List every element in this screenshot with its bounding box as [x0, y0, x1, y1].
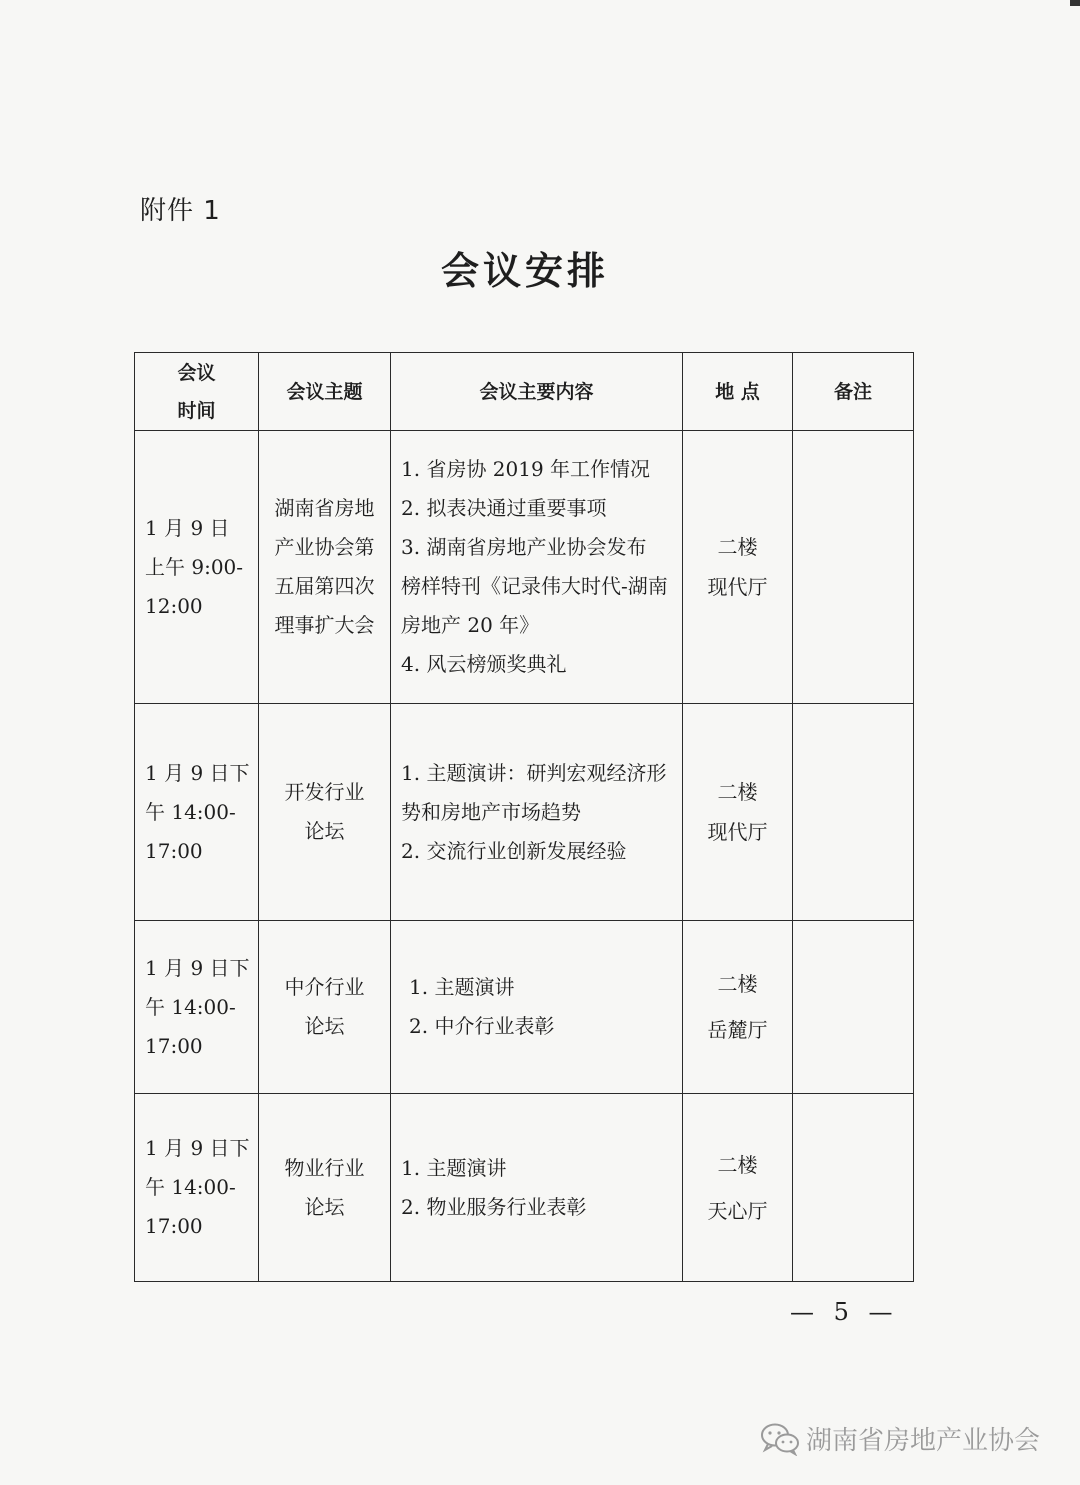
place-line: 岳麓厅: [707, 1018, 768, 1042]
time-line: 1 月 9 日下: [145, 760, 250, 785]
topic-line: 物业行业: [284, 1155, 365, 1180]
table-row: [135, 431, 914, 704]
col-header-time: [135, 353, 259, 431]
col-header-time-line1: 会议: [177, 361, 216, 384]
place-line: 二楼: [717, 1152, 758, 1177]
cell-time: [135, 921, 259, 1094]
content-item: 榜样特刊《记录伟大时代-湖南: [401, 574, 668, 598]
topic-line: 论坛: [304, 819, 345, 843]
topic-line: 产业协会第: [274, 535, 375, 559]
table-row: [135, 921, 914, 1094]
cell-content: [391, 431, 683, 704]
cell-time: [135, 704, 259, 921]
col-header-time-line2: 时间: [177, 399, 216, 422]
cell-place: [683, 1094, 793, 1282]
place-line: 二楼: [717, 780, 758, 804]
content-item: 2. 拟表决通过重要事项: [401, 496, 607, 520]
topic-line: 论坛: [304, 1014, 345, 1038]
scan-corner-mark: [1070, 0, 1080, 6]
watermark: [760, 1420, 1040, 1457]
topic-line: 论坛: [304, 1194, 345, 1219]
content-item: 势和房地产市场趋势: [401, 799, 581, 824]
cell-topic: [259, 704, 391, 921]
cell-topic: [259, 431, 391, 704]
cell-place: [683, 704, 793, 921]
cell-content: [391, 921, 683, 1094]
place-line: 现代厅: [707, 575, 768, 599]
time-line: 17:00: [145, 838, 203, 863]
content-item: 2. 物业服务行业表彰: [401, 1194, 587, 1219]
content-item: 1. 主题演讲: [409, 975, 515, 999]
cell-topic: [259, 1094, 391, 1282]
time-line: 17:00: [145, 1033, 203, 1058]
cell-note: [793, 1094, 914, 1282]
content-item: 2. 中介行业表彰: [409, 1014, 555, 1038]
table-header-row: [135, 353, 914, 431]
content-item: 1. 主题演讲: [401, 1155, 507, 1180]
time-line: 12:00: [145, 593, 203, 618]
place-line: 现代厅: [707, 820, 768, 844]
cell-place: [683, 431, 793, 704]
time-line: 17:00: [145, 1214, 203, 1238]
cell-note: [793, 704, 914, 921]
place-line: 二楼: [717, 535, 758, 559]
cell-place: [683, 921, 793, 1094]
time-line: 午 14:00-: [145, 1175, 236, 1199]
content-item: 1. 主题演讲：研判宏观经济形: [401, 760, 667, 785]
content-item: 1. 省房协 2019 年工作情况: [401, 457, 651, 481]
content-item: 3. 湖南省房地产业协会发布: [401, 535, 647, 559]
content-item: 2. 交流行业创新发展经验: [401, 838, 627, 863]
col-header-note: 备注: [793, 353, 914, 431]
table-row: [135, 1094, 914, 1282]
wechat-icon: [760, 1422, 800, 1456]
time-line: 1 月 9 日: [145, 515, 230, 540]
time-line: 上午 9:00-: [145, 554, 244, 579]
topic-line: 五届第四次: [274, 574, 375, 598]
watermark-text: 湖南省房地产业协会: [806, 1426, 1041, 1456]
cell-note: [793, 921, 914, 1094]
place-line: 天心厅: [707, 1198, 768, 1223]
topic-line: 湖南省房地: [274, 496, 375, 520]
content-item: 4. 风云榜颁奖典礼: [401, 652, 567, 676]
cell-content: [391, 1094, 683, 1282]
table-row: [135, 704, 914, 921]
cell-time: [135, 1094, 259, 1282]
cell-content: [391, 704, 683, 921]
place-line: 二楼: [717, 972, 758, 996]
cell-time: [135, 431, 259, 704]
content-item: 房地产 20 年》: [401, 613, 540, 637]
col-header-place: 地 点: [683, 353, 793, 431]
time-line: 午 14:00-: [145, 799, 236, 824]
meeting-schedule-table: [134, 352, 914, 1282]
time-line: 午 14:00-: [145, 994, 236, 1019]
cell-note: [793, 431, 914, 704]
cell-topic: [259, 921, 391, 1094]
document-title: 会议安排: [440, 249, 609, 293]
attachment-label: 附件 1: [140, 196, 221, 226]
topic-line: 中介行业: [284, 975, 365, 999]
time-line: 1 月 9 日下: [145, 955, 250, 980]
col-header-content: 会议主要内容: [391, 353, 683, 431]
page-number: — 5 —: [790, 1298, 899, 1326]
time-line: 1 月 9 日下: [145, 1136, 250, 1160]
topic-line: 理事扩大会: [274, 613, 375, 637]
col-header-topic: 会议主题: [259, 353, 391, 431]
topic-line: 开发行业: [284, 780, 365, 804]
